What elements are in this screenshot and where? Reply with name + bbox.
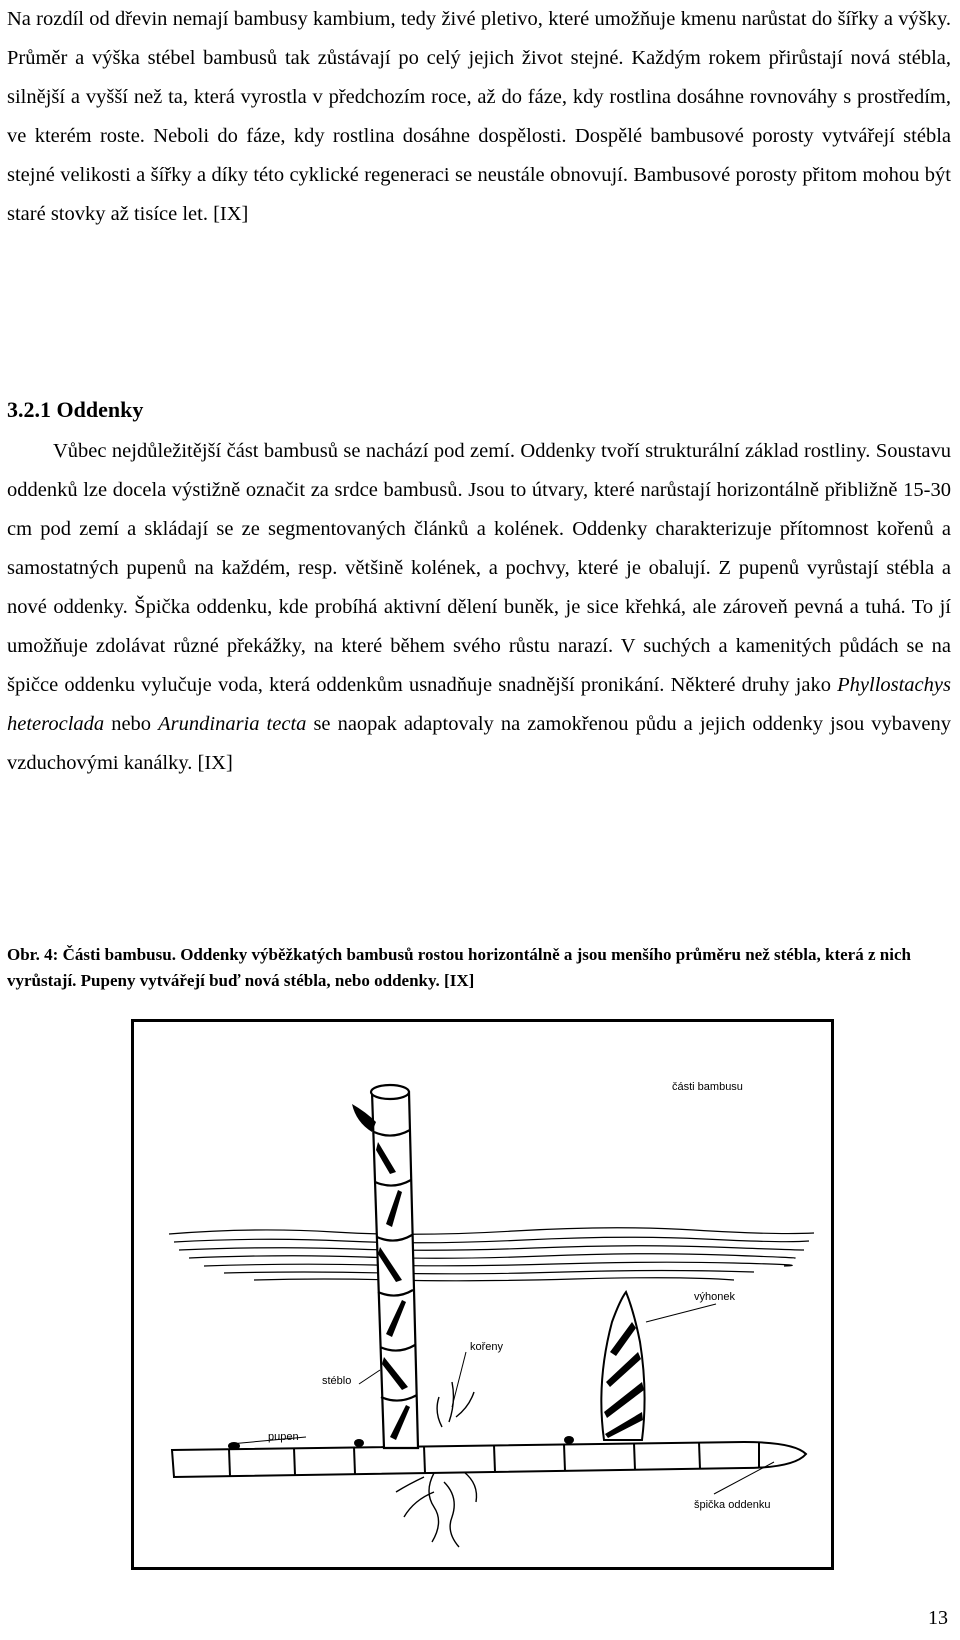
species-name: Arundinaria tecta — [158, 713, 307, 735]
label-bud: pupen — [268, 1431, 299, 1443]
bamboo-diagram — [131, 1019, 834, 1570]
page-number: 13 — [928, 1607, 948, 1629]
paragraph-text: se naopak adaptovaly na zamokřenou půdu a jejich oddenky jsou vybaveny vzduchovými kanálky. [IX] — [7, 713, 951, 774]
label-rhizome-tip: špička oddenku — [694, 1499, 771, 1511]
paragraph-text: nebo — [104, 713, 159, 735]
label-culm: stéblo — [322, 1375, 352, 1387]
label-roots: kořeny — [470, 1341, 504, 1353]
section-heading: 3.2.1 Oddenky — [7, 397, 144, 422]
ground-surface — [169, 1228, 814, 1281]
bamboo-diagram-drawing — [134, 1022, 831, 1567]
paragraph-text: Vůbec nejdůležitější část bambusů se nachází pod zemí. Oddenky tvoří strukturální základ rostliny. Soustavu oddenků lze docela výstižně označit za srdce bambusů. Jsou to útvary, které narůstají horizontálně přibližně 15-30 cm pod zemí a skládají se ze segmentovaných článků a kolének. Oddenky charakterizuje přítomnost kořenů a samostatných pupenů na každém, resp. většině kolének, a pochvy, které je obalují. Z pupenů vyrůstají stébla a nové oddenky. Špička oddenku, kde probíhá aktivní dělení buněk, je sice křehká, ale zároveň pevná a tuhá. To jí umožňuje zdolávat různé překážky, na které během svého růstu narazí. V suchých a kamenitých půdách se na špičce oddenku vylučuje voda, která oddenkům usnadňuje snadnější pronikání. Některé druhy jako — [7, 440, 951, 696]
figure-caption: Obr. 4: Části bambusu. Oddenky výběžkatých bambusů rostou horizontálně a jsou menšího průměru než stébla, která z nich vyrůstají. Pupeny vytvářejí buď nová stébla, nebo oddenky. [IX] — [7, 945, 911, 990]
rhizome — [172, 1442, 806, 1477]
paragraph-bamboo-growth — [7, 0, 951, 234]
label-parts-title: části bambusu — [672, 1081, 743, 1093]
paragraph-rhizomes — [7, 432, 951, 783]
culm — [371, 1085, 418, 1448]
label-shoot: výhonek — [694, 1291, 735, 1303]
paragraph-text: Na rozdíl od dřevin nemají bambusy kambium, tedy živé pletivo, které umožňuje kmenu narůstat do šířky a výšky. Průměr a výška stébel bambusů tak zůstávají po celý jejich život stejné. Každým rokem přirůstají nová stébla, silnější a vyšší než ta, která vyrostla v předchozím roce, až do fáze, kdy rostlina dosáhne rovnováhy s prostředím, ve kterém roste. Neboli do fáze, kdy rostlina dosáhne dospělosti. Dospělé bambusové porosty vytvářejí stébla stejné velikosti a šířky a díky této cyklické regeneraci se neustále obnovují. Bambusové porosty přitom mohou být staré stovky až tisíce let. [IX] — [7, 8, 951, 225]
species-name: Phyllostachys heteroclada — [7, 674, 951, 735]
